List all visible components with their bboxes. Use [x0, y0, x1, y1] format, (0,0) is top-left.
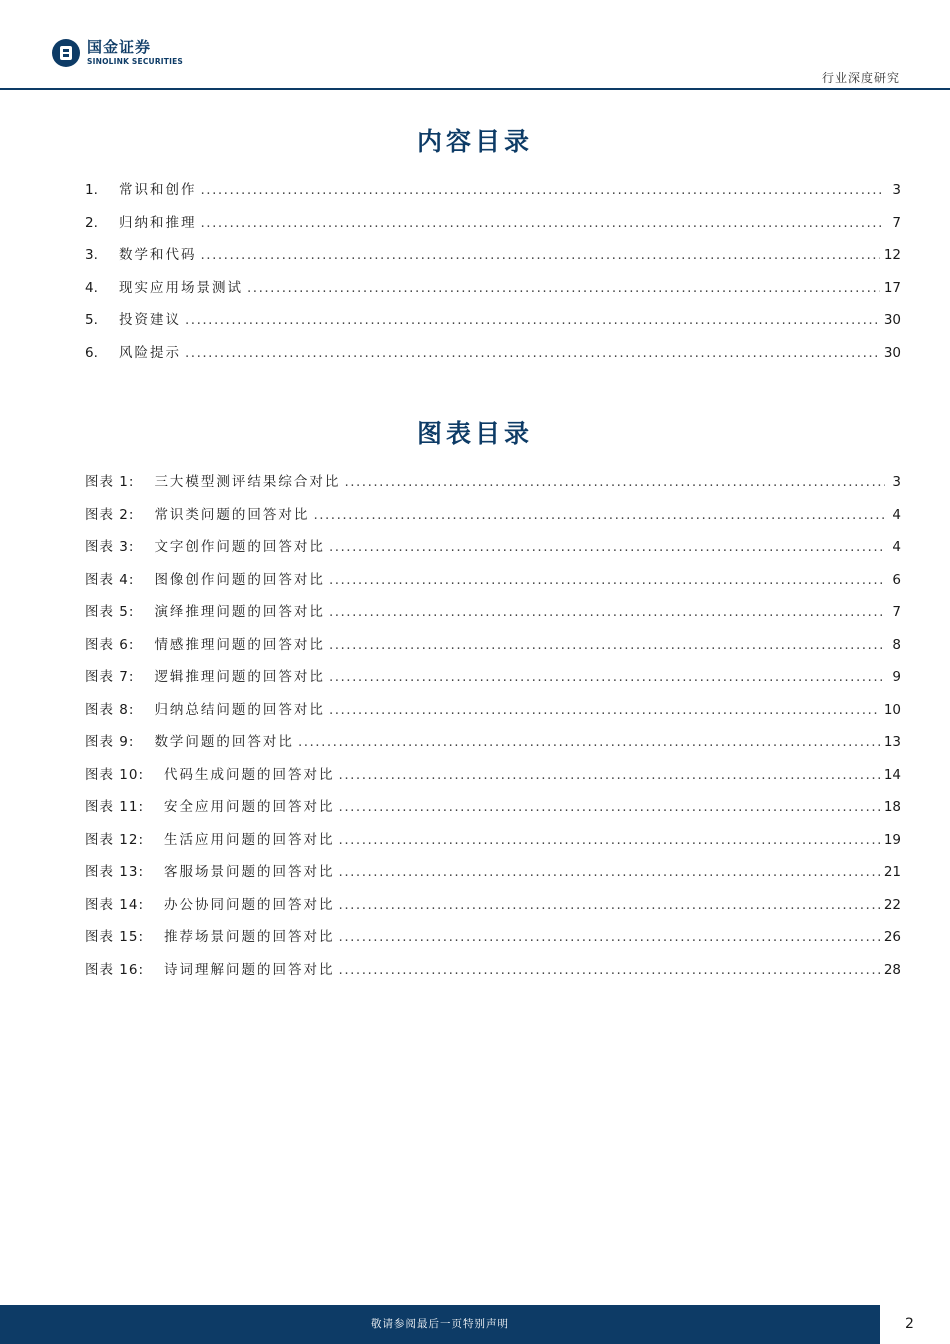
page-number: 2 [905, 1316, 914, 1332]
page-header [0, 0, 950, 90]
dot-leader [339, 897, 880, 913]
dot-leader [185, 312, 880, 328]
contents-entry[interactable] [85, 276, 901, 309]
section-number: 6. [85, 344, 98, 361]
dot-leader [339, 962, 880, 978]
figure-number: 图表 10: [85, 766, 145, 783]
dot-leader [339, 864, 880, 880]
figure-entry[interactable] [85, 568, 901, 601]
figure-title: 演绎推理问题的回答对比 [154, 604, 325, 620]
figure-title: 图像创作问题的回答对比 [154, 571, 325, 588]
figure-entry[interactable] [85, 893, 901, 926]
page-ref: 28 [883, 961, 901, 978]
section-title: 风险提示 [119, 344, 181, 361]
figure-number: 图表 2: [85, 506, 135, 523]
page-ref: 12 [883, 247, 901, 263]
dot-leader [339, 929, 880, 945]
contents-entry[interactable] [85, 211, 901, 244]
figures-title: 图表目录 [416, 419, 533, 448]
figure-number: 图表 7: [85, 669, 135, 685]
figure-entry[interactable] [85, 470, 901, 503]
dot-leader [329, 604, 885, 620]
figure-number: 图表 14: [85, 896, 145, 913]
section-title: 投资建议 [119, 312, 181, 328]
figure-entry[interactable] [85, 535, 901, 568]
page-ref: 6 [892, 571, 901, 588]
figure-title: 三大模型测评结果综合对比 [154, 474, 341, 490]
contents-entry[interactable] [85, 178, 901, 211]
contents-entry[interactable] [85, 341, 901, 374]
figure-entry[interactable] [85, 763, 901, 796]
page-ref: 14 [883, 766, 901, 783]
figure-number: 图表 3: [85, 539, 135, 555]
figure-title: 客服场景问题的回答对比 [164, 864, 335, 880]
figure-title: 归纳总结问题的回答对比 [154, 701, 325, 718]
figure-entry[interactable] [85, 698, 901, 731]
figure-entry[interactable] [85, 828, 901, 861]
figure-title: 推荐场景问题的回答对比 [164, 929, 335, 945]
dot-leader [329, 539, 885, 555]
figure-title: 常识类问题的回答对比 [154, 506, 310, 523]
section-number: 5. [85, 312, 98, 328]
page-ref: 21 [883, 864, 901, 880]
figure-title: 诗词理解问题的回答对比 [164, 961, 335, 978]
figure-entry[interactable] [85, 503, 901, 536]
contents-entry[interactable] [85, 243, 901, 276]
figure-title: 办公协同问题的回答对比 [164, 896, 335, 913]
dot-leader [329, 669, 885, 685]
page-ref: 30 [883, 312, 901, 328]
figure-title: 数学问题的回答对比 [154, 734, 294, 750]
report-type: 行业深度研究 [821, 71, 900, 85]
page-ref: 30 [883, 344, 901, 361]
figure-entry[interactable] [85, 730, 901, 763]
figure-title: 逻辑推理问题的回答对比 [154, 669, 325, 685]
figure-entry[interactable] [85, 665, 901, 698]
logo-english-name: SINOLINK SECURITIES [87, 57, 184, 67]
page-footer [0, 1305, 950, 1344]
figure-number: 图表 8: [85, 701, 135, 718]
section-title: 数学和代码 [119, 247, 197, 263]
figure-title: 情感推理问题的回答对比 [154, 636, 325, 653]
page-ref: 7 [892, 214, 901, 231]
figure-number: 图表 9: [85, 734, 135, 750]
figure-number: 图表 12: [85, 831, 145, 848]
dot-leader [339, 799, 880, 815]
contents-entry[interactable] [85, 308, 901, 341]
contents-list [85, 178, 901, 373]
page-ref: 3 [892, 182, 901, 198]
figure-entry[interactable] [85, 795, 901, 828]
page-ref: 18 [883, 799, 901, 815]
figure-number: 图表 4: [85, 571, 135, 588]
footer-disclaimer: 敬请参阅最后一页特别声明 [371, 1318, 509, 1330]
dot-leader [298, 734, 880, 750]
dot-leader [329, 702, 880, 718]
figure-number: 图表 15: [85, 929, 145, 945]
page-ref: 7 [892, 604, 901, 620]
section-title: 常识和创作 [119, 182, 197, 198]
dot-leader [339, 832, 880, 848]
figure-title: 安全应用问题的回答对比 [164, 799, 335, 815]
figure-title: 文字创作问题的回答对比 [154, 539, 325, 555]
figures-list [85, 470, 901, 990]
figure-number: 图表 11: [85, 799, 145, 815]
page-ref: 19 [883, 831, 901, 848]
section-title: 现实应用场景测试 [119, 279, 243, 296]
figure-entry[interactable] [85, 860, 901, 893]
figure-number: 图表 16: [85, 961, 145, 978]
dot-leader [339, 767, 880, 783]
dot-leader [201, 247, 880, 263]
dot-leader [344, 474, 885, 490]
page-ref: 9 [892, 669, 901, 685]
section-title: 归纳和推理 [119, 214, 197, 231]
page-ref: 8 [892, 636, 901, 653]
dot-leader [247, 280, 880, 296]
figure-title: 生活应用问题的回答对比 [164, 831, 335, 848]
page-ref: 4 [892, 539, 901, 555]
section-number: 4. [85, 279, 98, 296]
dot-leader [185, 345, 880, 361]
figure-entry[interactable] [85, 925, 901, 958]
dot-leader [313, 507, 885, 523]
section-number: 3. [85, 247, 98, 263]
figure-number: 图表 6: [85, 636, 135, 653]
sinolink-logo-icon [51, 38, 81, 68]
page-ref: 26 [883, 929, 901, 945]
page-ref: 22 [883, 896, 901, 913]
page-ref: 17 [883, 279, 901, 296]
figure-number: 图表 13: [85, 864, 145, 880]
figure-entry[interactable] [85, 600, 901, 633]
dot-leader [329, 572, 885, 588]
figure-entry[interactable] [85, 958, 901, 991]
figure-title: 代码生成问题的回答对比 [164, 766, 335, 783]
page-ref: 10 [883, 701, 901, 718]
figure-number: 图表 5: [85, 604, 135, 620]
dot-leader [329, 637, 885, 653]
figure-entry[interactable] [85, 633, 901, 666]
dot-leader [201, 215, 886, 231]
company-logo [51, 38, 183, 68]
page-ref: 3 [892, 474, 901, 490]
dot-leader [201, 182, 886, 198]
logo-chinese-name: 国金证券 [87, 38, 152, 57]
page-ref: 13 [883, 734, 901, 750]
figure-number: 图表 1: [85, 474, 135, 490]
section-number: 1. [85, 182, 98, 198]
contents-title: 内容目录 [416, 127, 533, 156]
section-number: 2. [85, 214, 98, 231]
page-ref: 4 [892, 506, 901, 523]
header-divider [0, 88, 950, 90]
